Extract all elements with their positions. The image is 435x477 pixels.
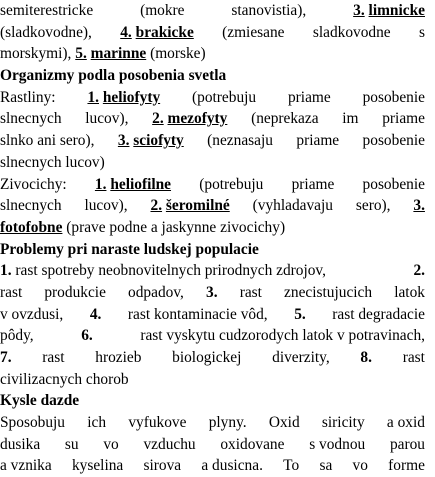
text-word: siricity <box>321 414 365 432</box>
text-word: vzduchu <box>143 435 196 453</box>
text-word: a dusicna. <box>201 457 263 475</box>
text-word: 6. <box>81 327 93 345</box>
text-word: s vodnou <box>309 435 366 453</box>
text-word: slnecnych <box>0 197 62 215</box>
text-word: su <box>64 435 79 453</box>
text-word: stanovistia), <box>231 2 307 19</box>
text-word: rast degradacie <box>332 305 425 323</box>
text-word: (neznasaju <box>207 132 273 150</box>
text-word: rast kontaminacie vôd, <box>127 305 268 323</box>
text-word: (potrebuju <box>199 175 264 193</box>
text-word: Zivocichy: <box>0 175 67 193</box>
text-word: 1. rast spotreby neobnovitelnych prirodnych zdrojov, <box>0 262 326 280</box>
text-word: posobenie <box>362 175 425 193</box>
text-word: (zmiesane <box>222 23 285 41</box>
text-word: posobenie <box>362 88 425 106</box>
text-word: sirova <box>143 457 182 475</box>
text-word: 2. <box>413 262 425 280</box>
text-word: priame <box>291 175 335 193</box>
text-word: slnko ani sero), <box>0 132 95 150</box>
text-word: rast vyskytu cudzorodych latok v potravinach, <box>140 327 425 345</box>
text-word: (potrebuju <box>192 88 257 106</box>
text-word: a vznika <box>0 457 52 475</box>
text-word: (mokre <box>140 2 185 19</box>
text-word: sladkovodne <box>312 23 391 41</box>
text-word: s <box>418 23 425 41</box>
text-line <box>0 195 425 217</box>
text-word: v ovzdusi, <box>0 305 64 323</box>
text-word: rast <box>239 283 262 301</box>
text-line <box>0 22 425 44</box>
text-word: 3. <box>206 283 218 301</box>
section-heading: Kysle dazde <box>0 392 80 410</box>
text-word: (vyhladavaju <box>252 197 333 215</box>
text-line <box>0 282 425 304</box>
text-word: Rastliny: <box>0 88 56 106</box>
text-line <box>0 304 425 326</box>
text-word: lucov), <box>84 197 128 215</box>
text-word: slnecnych <box>0 110 62 128</box>
text-word: produkcie <box>44 283 106 301</box>
text-word: 5. <box>294 305 306 323</box>
text-line <box>0 412 425 434</box>
section-heading: Problemy pri naraste ludskej populacie <box>0 240 259 258</box>
text-line <box>0 325 425 347</box>
text-word: im <box>342 110 359 128</box>
text-word: 2. mezofyty <box>152 110 228 128</box>
text-word: 3. <box>413 197 425 215</box>
text-word: sero), <box>355 197 391 215</box>
text-word: posobenie <box>362 132 425 150</box>
text-line: fotofobne (prave podne a jaskynne zivocichy) <box>0 218 286 236</box>
text-line <box>0 0 425 22</box>
text-word: priame <box>296 132 340 150</box>
text-word: vo <box>103 435 119 453</box>
text-line <box>0 87 425 109</box>
text-line <box>0 434 425 456</box>
text-word: Sposobuju <box>0 414 65 432</box>
text-line: morskymi), 5. marinne (morske) <box>0 45 206 63</box>
text-word: ich <box>87 414 107 432</box>
text-word: hrozieb <box>95 349 142 366</box>
text-word: rast <box>402 349 425 366</box>
text-word: rast <box>0 283 23 301</box>
text-word: (sladkovodne), <box>0 23 92 41</box>
text-line <box>0 108 425 130</box>
text-word: biologickej <box>172 349 242 366</box>
text-word: plyny. <box>208 414 247 432</box>
text-word: vo <box>352 457 368 475</box>
text-line: civilizacnych chorob <box>0 370 129 388</box>
text-word: kyselina <box>71 457 124 475</box>
text-word: 1. heliofilne <box>94 175 172 193</box>
text-word: latok <box>394 283 425 301</box>
text-word: priame <box>382 110 425 128</box>
text-line: slnecnych lucov) <box>0 153 105 171</box>
text-word: To <box>283 457 300 475</box>
text-word: parou <box>389 435 425 453</box>
text-line <box>0 174 425 196</box>
text-word: Oxid <box>268 414 300 432</box>
text-word: priame <box>287 88 331 106</box>
text-word: sa <box>319 457 333 475</box>
text-word: 4. brakicke <box>120 23 194 41</box>
text-word: odpadov, <box>128 283 184 301</box>
text-word: oxidovane <box>220 435 285 453</box>
text-word: pôdy, <box>0 327 34 345</box>
text-word: znecistujucich <box>284 283 373 301</box>
text-word: 4. <box>89 305 102 323</box>
text-word: a oxid <box>386 414 425 432</box>
text-word: 3. limnicke <box>353 2 425 19</box>
text-word: 3. sciofyty <box>117 132 184 150</box>
text-word: (neprekaza <box>251 110 319 128</box>
text-word: dusika <box>0 435 41 453</box>
text-word: 8. <box>360 349 372 366</box>
text-word: rast <box>42 349 65 366</box>
text-word: lucov), <box>85 110 129 128</box>
text-line <box>0 260 425 282</box>
text-line <box>0 455 425 477</box>
text-line <box>0 130 425 152</box>
text-word: diverzity, <box>272 349 330 366</box>
text-word: forme <box>388 457 425 475</box>
text-word: 2. šeromilné <box>150 197 230 215</box>
section-heading: Organizmy podla posobenia svetla <box>0 67 227 85</box>
text-word: 7. <box>0 349 12 366</box>
text-word: 1. heliofyty <box>87 88 161 106</box>
text-word: semiterestricke <box>0 2 94 19</box>
text-word: vyfukove <box>128 414 187 432</box>
text-line <box>0 347 425 369</box>
